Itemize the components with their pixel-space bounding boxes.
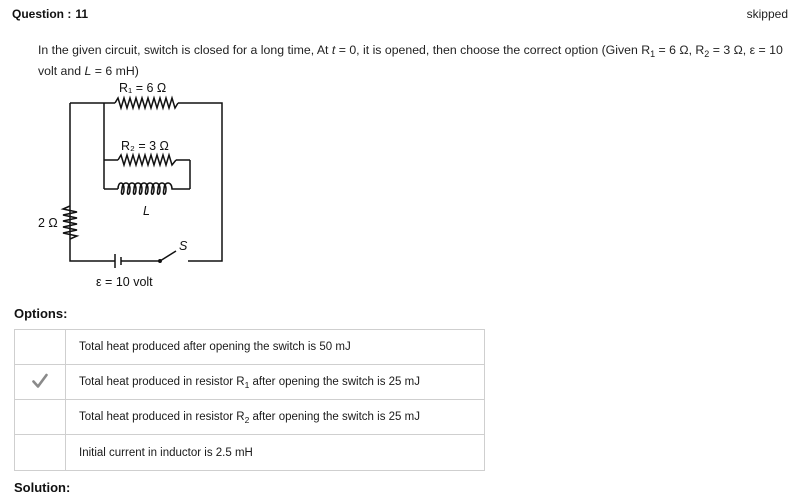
status-badge: skipped (746, 7, 788, 21)
time-variable: t (331, 43, 336, 57)
question-text-part: = 3 Ω, ε = 10 volt and (38, 43, 783, 78)
switch-label: S (179, 239, 188, 253)
options-table (14, 329, 485, 471)
option-row[interactable] (15, 365, 485, 400)
inductor-coil (118, 183, 176, 194)
resistor-left (63, 206, 77, 239)
solution-heading: Solution: (14, 480, 71, 495)
circuit-diagram (40, 74, 240, 294)
circuit-wire (70, 103, 115, 261)
option-mark (15, 330, 66, 365)
option-mark (15, 365, 66, 400)
option-row[interactable] (15, 330, 485, 365)
inductance-variable: L (84, 64, 92, 78)
question-text-part: = 6 Ω, R (655, 43, 705, 57)
option-row[interactable] (15, 435, 485, 471)
options-heading: Options: (14, 306, 68, 321)
question-label: Question : (12, 7, 72, 21)
emf-label: ε = 10 volt (96, 275, 153, 289)
option-mark (15, 400, 66, 435)
question-text-part: = 0, it is opened, then choose the correct option (Given R (335, 43, 651, 57)
option-text: Total heat produced after opening the switch is 50 mJ (66, 330, 485, 365)
question-number: 11 (75, 7, 89, 21)
option-text: Total heat produced in resistor $R_1$ after opening the switch is 25 mJ (66, 365, 485, 400)
left-resistor-label: 2 Ω (38, 216, 58, 230)
option-text: Total heat produced in resistor $R_2$ after opening the switch is 25 mJ (66, 400, 485, 435)
checkmark-icon (32, 373, 48, 392)
resistor-r2 (118, 155, 176, 165)
r2-label: R₂ = 3 Ω (121, 139, 169, 153)
option-text: Initial current in inductor is 2.5 mH (66, 435, 485, 471)
switch-blade (160, 251, 176, 261)
inductor-label: L (143, 204, 150, 218)
switch-contact (159, 260, 161, 262)
r1-subscript: 1 (650, 49, 656, 59)
r2-subscript: 2 (704, 49, 710, 59)
option-mark (15, 435, 66, 471)
r1-label: R₁ = 6 Ω (119, 81, 167, 95)
circuit-wire (178, 103, 222, 261)
resistor-r1 (115, 98, 178, 108)
option-row[interactable] (15, 400, 485, 435)
question-text-part: In the given circuit, switch is closed for a long time, At (38, 43, 332, 57)
question-text-part: = 6 mH) (91, 64, 139, 78)
question-header (12, 7, 88, 21)
